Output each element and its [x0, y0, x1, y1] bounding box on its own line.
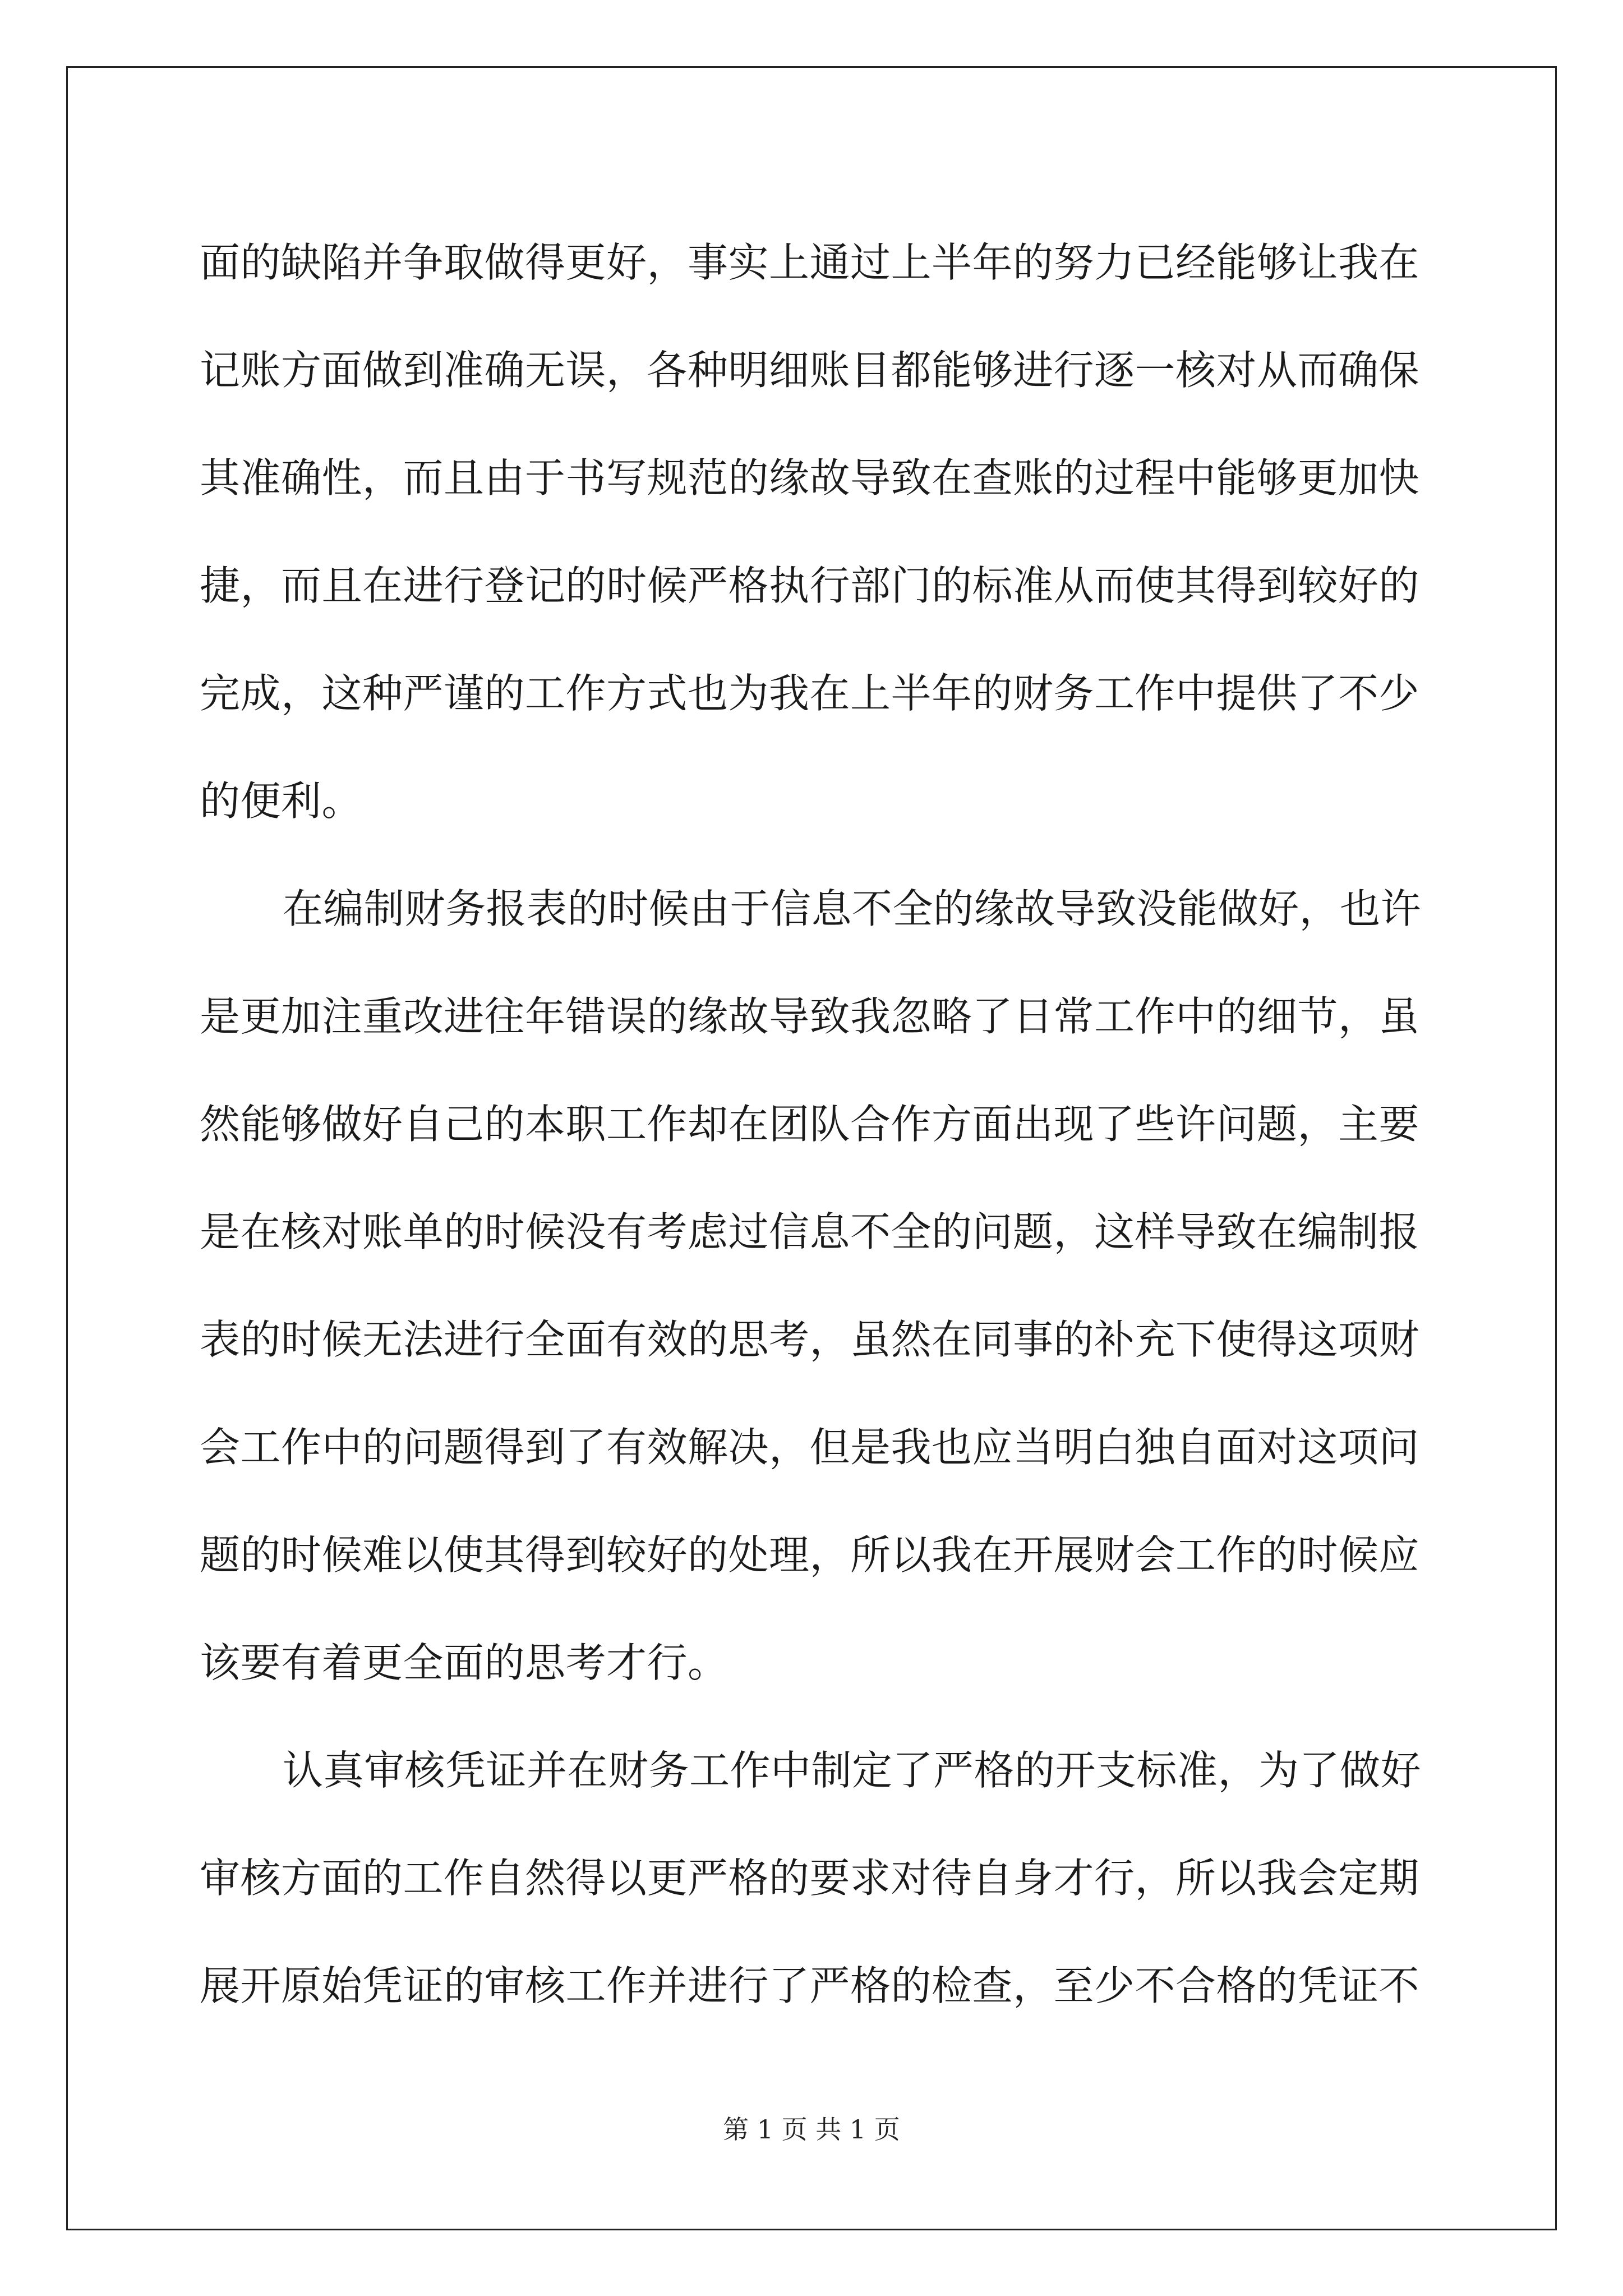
text-line: 然能够做好自己的本职工作却在团队合作方面出现了些许问题，主要 — [200, 1101, 1420, 1148]
paragraph-voucher-review — [200, 1717, 1428, 2040]
text-line: 记账方面做到准确无误，各种明细账目都能够进行逐一核对从而确保 — [200, 347, 1420, 394]
text-line: 展开原始凭证的审核工作并进行了严格的检查，至少不合格的凭证不 — [200, 1962, 1420, 2009]
text-line: 完成，这种严谨的工作方式也为我在上半年的财务工作中提供了不少 — [200, 670, 1420, 717]
paragraph-continuation — [200, 209, 1428, 855]
page-number: 第 1 页 共 1 页 — [723, 2114, 900, 2145]
text-line: 题的时候难以使其得到较好的处理，所以我在开展财会工作的时候应 — [200, 1531, 1420, 1579]
text-line: 该要有着更全面的思考才行。 — [200, 1639, 728, 1686]
text-line: 认真审核凭证并在财务工作中制定了严格的开支标准，为了做好 — [283, 1747, 1422, 1794]
text-line: 审核方面的工作自然得以更严格的要求对待自身才行，所以我会定期 — [200, 1855, 1420, 1902]
document-body — [200, 209, 1428, 2040]
text-line: 是在核对账单的时候没有考虑过信息不全的问题，这样导致在编制报 — [200, 1208, 1420, 1255]
text-line: 捷，而且在进行登记的时候严格执行部门的标准从而使其得到较好的 — [200, 562, 1420, 609]
text-line: 会工作中的问题得到了有效解决，但是我也应当明白独自面对这项问 — [200, 1424, 1420, 1471]
paragraph-financial-reports — [200, 855, 1428, 1717]
text-line: 表的时候无法进行全面有效的思考，虽然在同事的补充下使得这项财 — [200, 1316, 1420, 1363]
text-line: 的便利。 — [200, 777, 363, 825]
text-line: 其准确性，而且由于书写规范的缘故导致在查账的过程中能够更加快 — [200, 454, 1420, 501]
text-line: 在编制财务报表的时候由于信息不全的缘故导致没能做好，也许 — [283, 885, 1422, 932]
text-line: 面的缺陷并争取做得更好，事实上通过上半年的努力已经能够让我在 — [200, 239, 1420, 286]
text-line: 是更加注重改进往年错误的缘故导致我忽略了日常工作中的细节，虽 — [200, 993, 1420, 1040]
